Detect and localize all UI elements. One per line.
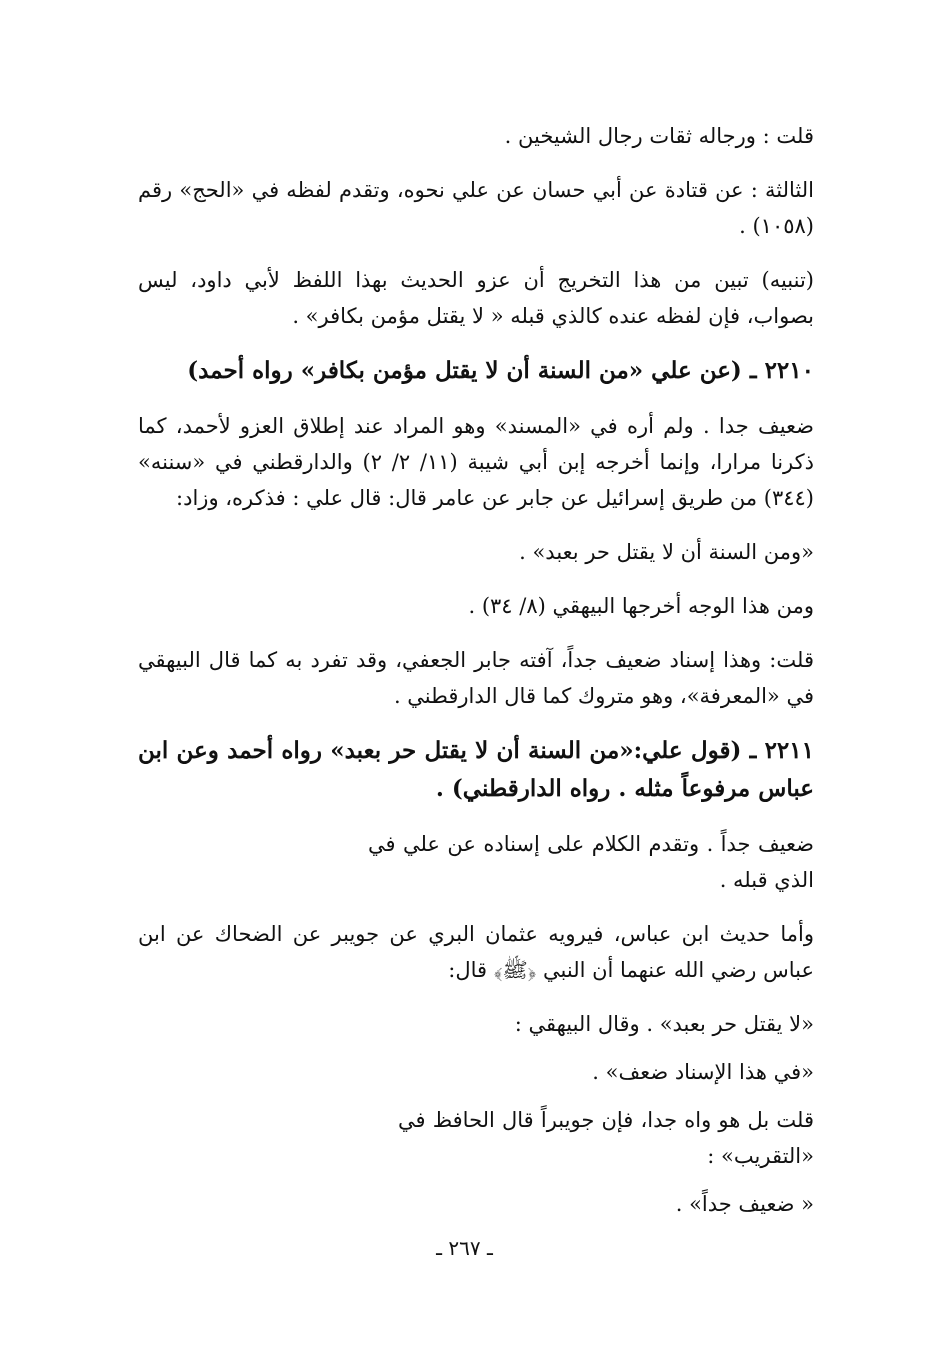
page-number: ـ ٢٦٧ ـ bbox=[436, 1236, 493, 1260]
paragraph-warning: (تنبيه) تبين من هذا التخريج أن عزو الحديث بهذا اللفظ لأبي داود، ليس بصواب، فإن لفظه عنده كالذي قبله « لا يقتل مؤمن بكافر» . bbox=[138, 268, 814, 328]
text-column bbox=[138, 118, 814, 1240]
quote-addition: «ومن السنة أن لا يقتل حر بعبد» . bbox=[519, 540, 814, 564]
paragraph-chain-weakness: قلت: وهذا إسناد ضعيف جداً، آفته جابر الجعفي، وقد تفرد به كما قال البيهقي في «المعرفة»، وهو متروك كما قال الدارقطني . bbox=[138, 648, 814, 708]
hadith-heading-2210: ٢٢١٠ ـ (عن علي «من السنة أن لا يقتل مؤمن بكافر» رواه أحمد) bbox=[187, 357, 814, 384]
paragraph-ibn-abbas: وأما حديث ابن عباس، فيرويه عثمان البري عن جويبر عن الضحاك عن ابن عباس رضي الله عنهما أن النبي ﴿ﷺ﴾ قال: bbox=[138, 922, 814, 982]
hadith-heading-2211: ٢٢١١ ـ (قول علي:«من السنة أن لا يقتل حر بعبد» رواه أحمد وعن ابن عباس مرفوعاً مثله . رواه الدارقطني) . bbox=[138, 737, 814, 802]
quote-chain-weak: «في هذا الإسناد ضعف» . bbox=[592, 1060, 814, 1084]
paragraph-grading-2211: ضعيف جداً . وتقدم الكلام على إسناده عن علي في الذي قبله . bbox=[368, 832, 814, 892]
quote-free-for-slave: «لا يقتل حر بعبد» . وقال البيهقي : bbox=[514, 1012, 814, 1036]
paragraph-grading-2210: ضعيف جدا . ولم أره في «المسند» وهو المراد عند إطلاق العزو لأحمد، كما ذكرنا مرارا، وإنما أخرجه إبن أبي شيبة (١١/ ٢/ ٢) والدارقطني في «سننه» (٣٤٤) من طريق إسرائيل عن جابر عن عامر قال: قال علي : فذكره، وزاد: bbox=[138, 414, 814, 510]
paragraph-bayhaqi-source: ومن هذا الوجه أخرجها البيهقي (٨/ ٣٤) . bbox=[468, 594, 814, 618]
paragraph-third-route: الثالثة : عن قتادة عن أبي حسان عن علي نحوه، وتقدم لفظه في «الحج» رقم (١٠٥٨) . bbox=[138, 178, 814, 238]
paragraph-juwaybir: قلت بل هو واه جدا، فإن جويبراً قال الحافظ في «التقريب» : bbox=[398, 1108, 814, 1168]
quote-very-weak: « ضعيف جداً» . bbox=[675, 1192, 814, 1216]
paragraph-narrator-note: قلت : ورجاله ثقات رجال الشيخين . bbox=[504, 124, 814, 148]
